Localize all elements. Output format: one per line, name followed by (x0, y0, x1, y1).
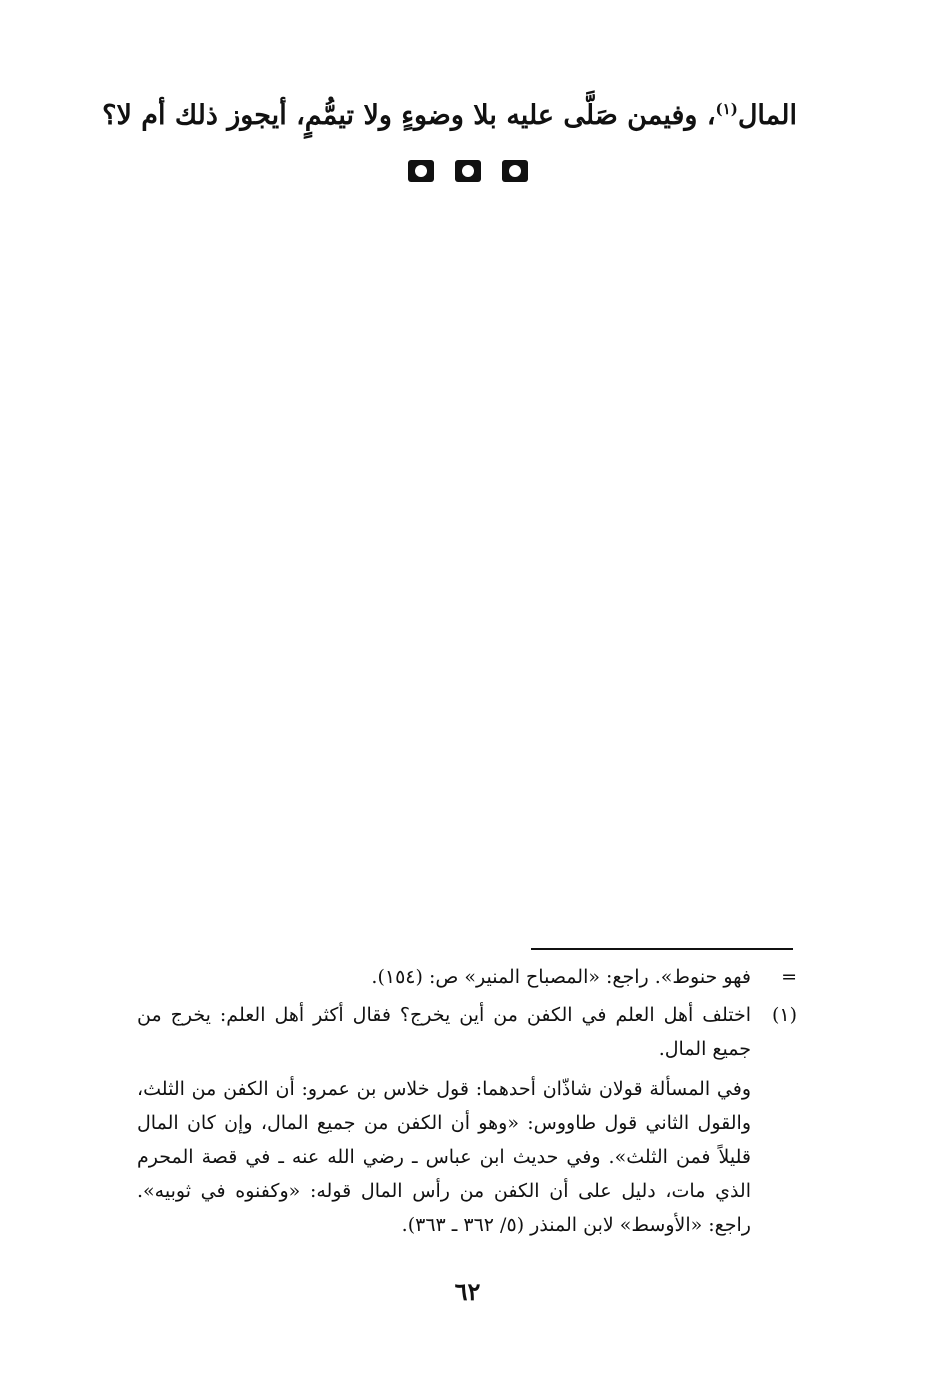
footnote-marker: = (781, 966, 797, 988)
footnote-paragraph: وفي المسألة قولان شاذّان أحدهما: قول خلاس بن عمرو: أن الكفن من الثلث، والقول الثاني قول طاووس: «وهو أن الكفن من جميع المال، وإن كان المال قليلاً فمن الثلث». وفي حديث ابن عباس ـ رضي الله عنه ـ في قصة المحرم الذي مات، دليل على أن الكفن من رأس المال قوله: «وكفنوه في ثوبيه». راجع: «الأوسط» لابن المنذر (٥/ ٣٦٢ ـ ٣٦٣). (137, 1078, 751, 1236)
page-number: ٦٢ (454, 1277, 481, 1306)
footnote-text: فهو حنوط». راجع: «المصباح المنير» ص: (١٥٤). (371, 966, 751, 988)
ornament-icon (455, 160, 481, 182)
main-text-line (102, 92, 797, 140)
footnotes-section (137, 960, 797, 1242)
footnote-marker: (١) (771, 1004, 797, 1026)
footnote-paragraph: اختلف أهل العلم في الكفن من أين يخرج؟ فقال أكثر أهل العلم: يخرج من جميع المال. (137, 1004, 751, 1060)
footnote-reference[interactable]: (١) (715, 100, 738, 118)
footnote-separator (531, 948, 793, 950)
ornament-icon (408, 160, 434, 182)
ornament-icon (502, 160, 528, 182)
section-divider-ornament (0, 160, 935, 191)
footnote-continuation (137, 960, 797, 994)
main-text-after-ref: ، وفيمن صَلَّى عليه بلا وضوءٍ ولا تيمُّمٍ، أيجوز ذلك أم لا؟ (102, 100, 716, 131)
main-text-before-ref: المال (737, 100, 797, 131)
footnote-1 (137, 998, 797, 1242)
